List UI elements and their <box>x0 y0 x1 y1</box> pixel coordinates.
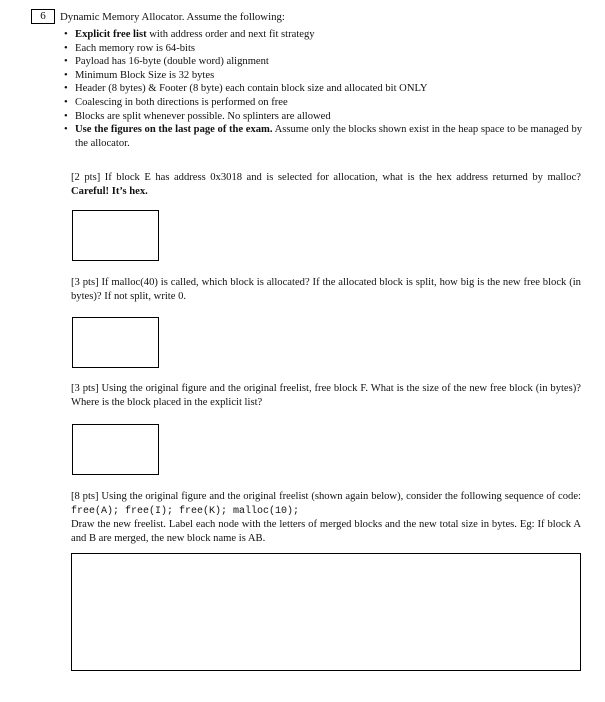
question-points: [3 pts] <box>71 277 99 288</box>
code-sequence: free(A); free(I); free(K); malloc(10); <box>71 505 300 517</box>
question-text: Using the original figure and the original freelist, free block F. What is the size of the new free block (in bytes)? Where is the block placed in the explicit list? <box>71 383 581 408</box>
assumption-item <box>60 28 590 42</box>
assumption-text: Header (8 bytes) & Footer (8 byte) each contain block size and allocated bit ONLY <box>75 83 428 95</box>
assumption-item <box>60 82 590 96</box>
answer-box-3[interactable] <box>72 424 159 475</box>
assumption-bold: Explicit free list <box>75 29 147 40</box>
assumption-item <box>60 69 590 83</box>
answer-box-2[interactable] <box>72 317 159 368</box>
assumption-item <box>60 42 590 56</box>
assumption-text: Assume only the blocks shown exist in the heap space to be managed by the allocator. <box>75 124 583 149</box>
question-text: If malloc(40) is called, which block is allocated? If the allocated block is split, how big is the new free block (in bytes)? If not split, write 0. <box>71 277 581 302</box>
question-text: Using the original figure and the original freelist (shown again below), consider the following sequence of code: <box>98 491 581 502</box>
assumption-item <box>60 96 590 110</box>
question-number-box <box>31 9 55 24</box>
assumption-bold: Use the figures on the last page of the exam. <box>75 124 273 136</box>
assumption-item <box>60 123 590 150</box>
assumption-item <box>60 55 590 69</box>
answer-box-4-freelist-drawing[interactable] <box>71 553 581 671</box>
assumption-text: with address order and next fit strategy <box>146 29 315 40</box>
answer-box-1[interactable] <box>72 210 159 261</box>
question-2 <box>71 276 581 303</box>
question-4 <box>71 490 581 545</box>
assumption-text: Payload has 16-byte (double word) alignment <box>75 56 269 68</box>
question-points: [3 pts] <box>71 383 99 394</box>
assumptions-list <box>60 28 590 150</box>
assumption-text: Coalescing in both directions is performed on free <box>75 96 288 108</box>
assumption-item <box>60 110 590 124</box>
question-number: 6 <box>40 10 46 22</box>
assumption-text: Blocks are split whenever possible. No splinters are allowed <box>75 110 331 122</box>
question-bold-note: Careful! It’s hex. <box>71 185 148 197</box>
question-3 <box>71 382 581 409</box>
question-1 <box>71 171 581 198</box>
question-text: If block E has address 0x3018 and is selected for allocation, what is the hex address returned by malloc? <box>100 172 581 183</box>
assumption-text: Each memory row is 64-bits <box>75 42 196 54</box>
assumption-text: Minimum Block Size is 32 bytes <box>75 69 215 81</box>
question-points: [2 pts] <box>71 172 101 183</box>
question-instructions: Draw the new freelist. Label each node with the letters of merged blocks and the new total size in bytes. Eg: If block A and B are merged, the new block name is AB. <box>71 519 581 544</box>
question-points: [8 pts] <box>71 491 99 502</box>
problem-title: Dynamic Memory Allocator. Assume the following: <box>60 11 285 23</box>
